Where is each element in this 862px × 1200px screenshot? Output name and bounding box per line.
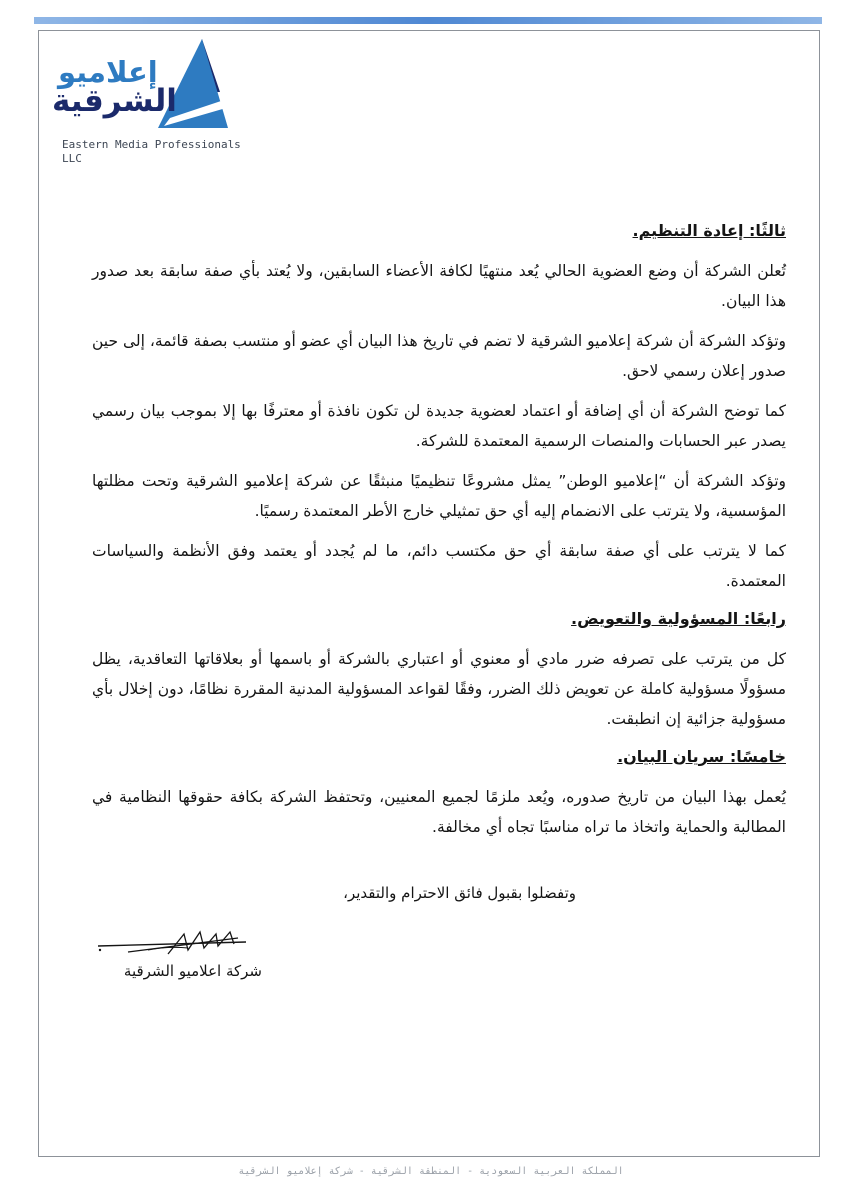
- paragraph: وتؤكد الشركة أن “إعلاميو الوطن” يمثل مشروعًا تنظيميًا منبثقًا عن شركة إعلاميو الشرقية وتحت مظلتها المؤسسية، ولا يترتب على الانضمام إليه أي حق تمثيلي خارج الأطر المعتمدة رسميًا.: [92, 472, 786, 520]
- section-liability: [92, 606, 786, 734]
- section-heading: رابعًا: المسؤولية والتعويض.: [571, 609, 786, 628]
- logo-arabic-line1: إعلاميو: [58, 55, 158, 89]
- page-footer: المملكة العربية السعودية - المنطقة الشرقية - شركة إعلاميو الشرقية: [238, 1166, 624, 1177]
- paragraph: كل من يترتب على تصرفه ضرر مادي أو معنوي أو اعتباري بالشركة أو باسمها أو بعلاقاتها التعاقدية، يظل مسؤولًا مسؤولية كاملة عن تعويض ذلك الضرر، وفقًا لقواعد المسؤولية المدنية المقررة نظامًا، دون إخلال بأي مسؤولية جزائية إن انطبقت.: [92, 650, 786, 728]
- paragraph: يُعمل بهذا البيان من تاريخ صدوره، ويُعد ملزمًا لجميع المعنيين، وتحتفظ الشركة بكافة حقوقها النظامية في المطالبة والحماية واتخاذ ما تراه مناسبًا تجاه أي مخالفة.: [92, 788, 786, 836]
- section-validity: [92, 744, 786, 842]
- paragraph: تُعلن الشركة أن وضع العضوية الحالي يُعد منتهيًا لكافة الأعضاء السابقين، ولا يُعتد بأي صفة سابقة بعد صدور هذا البيان.: [92, 262, 786, 310]
- signature-mark: [88, 916, 258, 966]
- logo-arabic-line2: الشرقية: [52, 83, 177, 119]
- section-reorganization: [92, 218, 786, 596]
- closing-line: وتفضلوا بقبول فائق الاحترام والتقدير،: [343, 884, 576, 902]
- section-heading: ثالثًا: إعادة التنظيم.: [632, 221, 786, 240]
- paragraph: كما لا يترتب على أي صفة سابقة أي حق مكتسب دائم، ما لم يُجدد أو يعتمد وفق الأنظمة والسياسات المعتمدة.: [92, 542, 786, 590]
- paragraph: كما توضح الشركة أن أي إضافة أو اعتماد لعضوية جديدة لن تكون نافذة أو معترفًا بها إلا بموجب بيان رسمي يصدر عبر الحسابات والمنصات الرسمية المعتمدة للشركة.: [92, 402, 786, 450]
- letter-body: [92, 218, 786, 852]
- section-heading: خامسًا: سريان البيان.: [617, 747, 786, 766]
- company-english-name: Eastern Media Professionals LLC: [62, 138, 241, 165]
- top-accent-bar: [34, 17, 822, 24]
- signatory-name: شركة اعلاميو الشرقية: [123, 962, 262, 980]
- paragraph: وتؤكد الشركة أن شركة إعلاميو الشرقية لا تضم في تاريخ هذا البيان أي عضو أو منتسب بصفة قائمة، إلى حين صدور إعلان رسمي لاحق.: [92, 332, 786, 380]
